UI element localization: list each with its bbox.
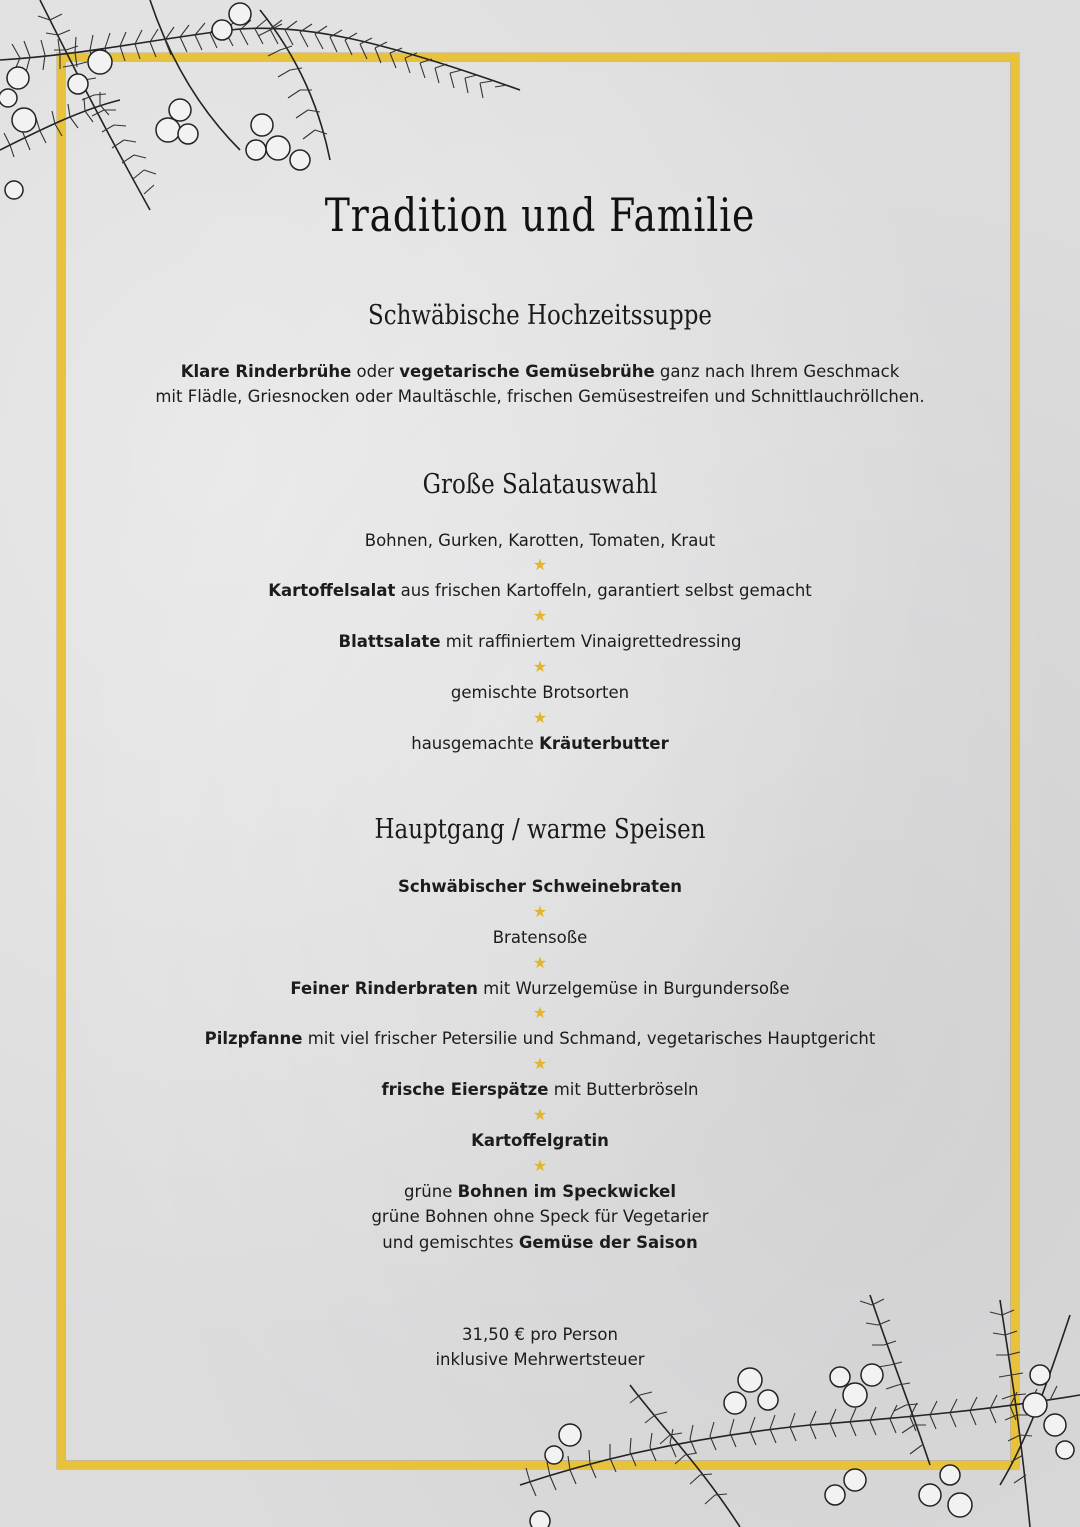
price-note: inklusive Mehrwertsteuer bbox=[435, 1350, 645, 1369]
main-item: grüne Bohnen ohne Speck für Vegetarier bbox=[371, 1207, 709, 1226]
star-icon: ★ bbox=[532, 1156, 548, 1175]
salad-item: Kartoffelsalat aus frischen Kartoffeln, garantiert selbst gemacht bbox=[268, 581, 812, 600]
star-icon: ★ bbox=[532, 902, 548, 921]
star-icon: ★ bbox=[532, 1105, 548, 1124]
main-item: Schwäbischer Schweinebraten bbox=[397, 877, 683, 896]
star-icon: ★ bbox=[532, 606, 548, 625]
gold-frame bbox=[57, 53, 1019, 1469]
main-item: frische Eierspätze mit Butterbröseln bbox=[381, 1080, 699, 1099]
star-icon: ★ bbox=[532, 1003, 548, 1022]
page-title: Tradition und Familie bbox=[324, 188, 756, 242]
main-item: Bratensoße bbox=[492, 928, 588, 947]
salad-item: Bohnen, Gurken, Karotten, Tomaten, Kraut bbox=[364, 531, 716, 550]
salad-item: hausgemachte Kräuterbutter bbox=[411, 734, 669, 753]
soup-line-2: mit Flädle, Griesnocken oder Maultäschle, frischen Gemüsestreifen und Schnittlauchröllchen. bbox=[155, 387, 925, 406]
section-heading-main: Hauptgang / warme Speisen bbox=[374, 814, 706, 845]
main-item: und gemischtes Gemüse der Saison bbox=[382, 1233, 698, 1252]
main-item: grüne Bohnen im Speckwickel bbox=[404, 1182, 676, 1201]
main-item: Pilzpfanne mit viel frischer Petersilie und Schmand, vegetarisches Hauptgericht bbox=[204, 1029, 876, 1048]
star-icon: ★ bbox=[532, 1054, 548, 1073]
star-icon: ★ bbox=[532, 657, 548, 676]
salad-item: gemischte Brotsorten bbox=[450, 683, 630, 702]
section-heading-salad: Große Salatauswahl bbox=[422, 469, 658, 500]
star-icon: ★ bbox=[532, 708, 548, 727]
star-icon: ★ bbox=[532, 555, 548, 574]
main-item: Kartoffelgratin bbox=[471, 1131, 609, 1150]
soup-line-1: Klare Rinderbrühe oder vegetarische Gemüsebrühe ganz nach Ihrem Geschmack bbox=[180, 362, 900, 381]
main-item: Feiner Rinderbraten mit Wurzelgemüse in Burgundersoße bbox=[290, 979, 790, 998]
star-icon: ★ bbox=[532, 953, 548, 972]
section-heading-soup: Schwäbische Hochzeitssuppe bbox=[367, 300, 713, 331]
salad-item: Blattsalate mit raffiniertem Vinaigrettedressing bbox=[338, 632, 742, 651]
price-line: 31,50 € pro Person bbox=[462, 1325, 618, 1344]
